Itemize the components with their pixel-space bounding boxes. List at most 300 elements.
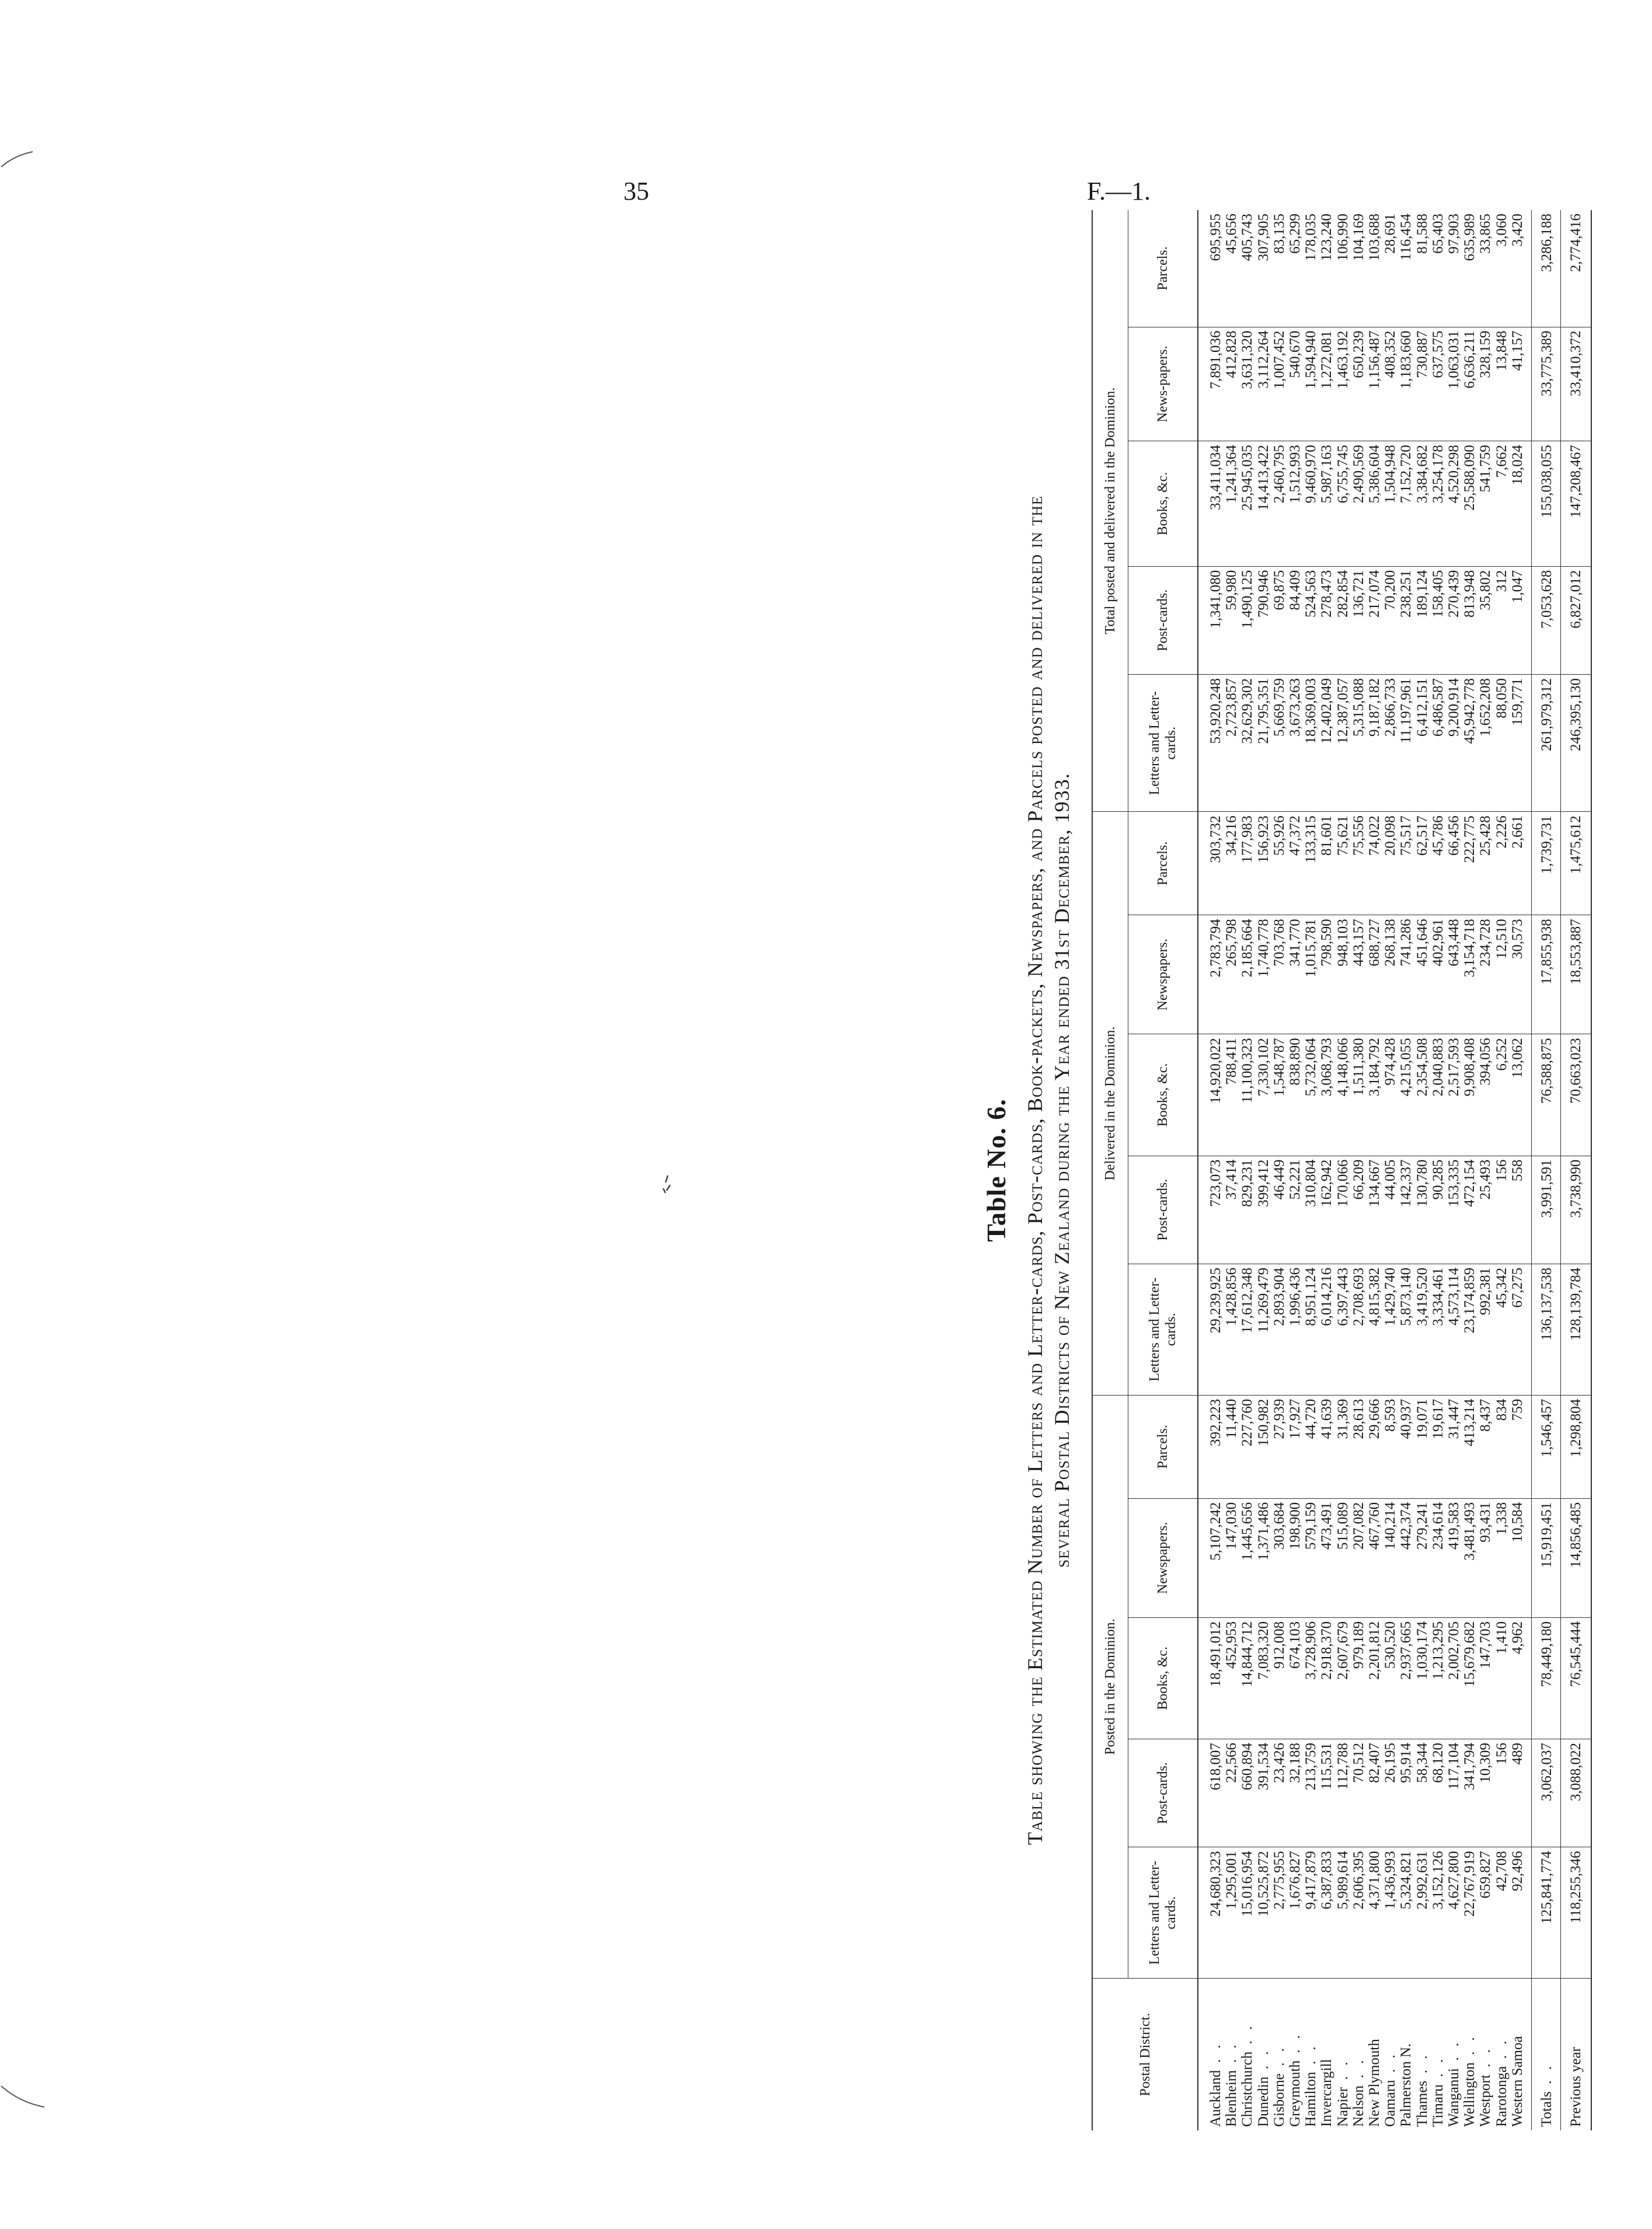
group-header-delivered: Delivered in the Dominion. <box>1092 812 1128 1395</box>
dot-leader: . . <box>1350 2056 1367 2078</box>
value-cell: 6,636,211 <box>1462 327 1477 441</box>
value-cell: 115,531 <box>1319 1739 1334 1847</box>
value-cell: 650,239 <box>1351 327 1367 441</box>
value-cell: 170,066 <box>1335 1156 1351 1264</box>
value-cell: 6,387,833 <box>1319 1847 1334 1979</box>
district-cell <box>1256 1979 1271 2130</box>
value-cell: 341,770 <box>1287 915 1303 1034</box>
value-cell: 95,914 <box>1398 1739 1414 1847</box>
value-cell: 5,386,604 <box>1367 441 1382 566</box>
value-cell: 44,720 <box>1303 1395 1319 1498</box>
value-cell: 81,588 <box>1414 214 1430 254</box>
value-cell: 66,456 <box>1446 812 1462 915</box>
value-cell: 834 <box>1494 1395 1510 1498</box>
table-row <box>1382 210 1398 2130</box>
value-cell: 341,794 <box>1462 1739 1477 1847</box>
value-cell: 153,335 <box>1446 1156 1462 1264</box>
col-posted-postcards: Post-cards. <box>1128 1739 1198 1847</box>
value-cell: 47,372 <box>1287 812 1303 915</box>
value-cell: 540,670 <box>1287 327 1303 441</box>
value-cell: 1,183,660 <box>1398 327 1414 441</box>
value-cell: 798,590 <box>1319 915 1334 1034</box>
value-cell: 34,216 <box>1224 812 1239 915</box>
value-cell: 33,411,034 <box>1198 441 1224 566</box>
district-cell <box>1367 1979 1382 2130</box>
value-cell: 74,022 <box>1367 812 1382 915</box>
value-cell: 20,098 <box>1382 812 1398 915</box>
col-posted-newspapers: Newspapers. <box>1128 1498 1198 1617</box>
table-row <box>1303 210 1319 2130</box>
district-cell <box>1494 1979 1510 2130</box>
value-cell: 22,566 <box>1224 1739 1239 1847</box>
value-cell: 3,184,792 <box>1367 1034 1382 1156</box>
value-cell: 473,491 <box>1319 1498 1334 1617</box>
district-name: Rarotonga <box>1493 2066 1510 2127</box>
value-cell: 2,866,733 <box>1382 675 1398 812</box>
district-cell <box>1477 1979 1493 2130</box>
value-cell: 2,937,665 <box>1398 1617 1414 1739</box>
value-cell: 4,520,298 <box>1446 441 1462 566</box>
table-row <box>1256 210 1271 2130</box>
value-cell: 9,187,182 <box>1367 675 1382 812</box>
value-cell: 14,856,485 <box>1561 1498 1592 1617</box>
caption-line-1: Table showing the Estimated Number of Letters and Letter-cards, Post-cards, Book-packets, Newspapers, and Parcels posted and delivered in the <box>1023 496 1047 1845</box>
value-cell: 40,937 <box>1398 1395 1414 1498</box>
value-cell: 12,387,057 <box>1335 675 1351 812</box>
value-cell: 1,338 <box>1494 1498 1510 1617</box>
value-cell: 3,112,264 <box>1256 327 1271 441</box>
value-cell: 5,732,064 <box>1303 1034 1319 1156</box>
value-cell: 136,721 <box>1351 566 1367 674</box>
value-cell: 75,621 <box>1335 812 1351 915</box>
value-cell: 391,534 <box>1256 1739 1271 1847</box>
value-cell: 2,774,416 <box>1561 210 1592 327</box>
value-cell: 140,214 <box>1382 1498 1398 1617</box>
district-name: Nelson <box>1350 2085 1367 2127</box>
table-row <box>1398 210 1414 2130</box>
col-total-postcards: Post-cards. <box>1128 566 1198 674</box>
value-cell: 618,007 <box>1198 1739 1224 1847</box>
value-cell: 530,520 <box>1382 1617 1398 1739</box>
value-cell: 2,992,631 <box>1414 1847 1430 1979</box>
table-row <box>1430 210 1446 2130</box>
value-cell: 829,231 <box>1239 1156 1255 1264</box>
value-cell: 278,473 <box>1319 566 1334 674</box>
district-cell <box>1224 1979 1239 2130</box>
value-cell: 912,008 <box>1271 1617 1287 1739</box>
value-cell: 443,157 <box>1351 915 1367 1034</box>
value-cell: 408,352 <box>1382 327 1398 441</box>
value-cell: 53,920,248 <box>1198 675 1224 812</box>
value-cell: 558 <box>1510 1156 1532 1264</box>
district-name: Timaru <box>1430 2084 1446 2127</box>
value-cell: 3,991,591 <box>1532 1156 1561 1264</box>
value-cell: 84,409 <box>1287 566 1303 674</box>
district-name: Thames <box>1414 2080 1430 2127</box>
value-cell: 399,412 <box>1256 1156 1271 1264</box>
value-cell: 9,908,408 <box>1462 1034 1477 1156</box>
rotated-table-page <box>981 210 1652 2130</box>
value-cell: 82,407 <box>1367 1739 1382 1847</box>
value-cell: 3,334,461 <box>1430 1264 1446 1395</box>
mail-statistics-table <box>1092 210 1592 2130</box>
value-cell: 70,663,023 <box>1561 1034 1592 1156</box>
value-cell: 2,783,794 <box>1198 915 1224 1034</box>
value-cell: 7,152,720 <box>1398 441 1414 566</box>
value-cell: 405,743 <box>1239 214 1256 261</box>
value-cell: 8,593 <box>1382 1395 1398 1498</box>
value-cell: 328,159 <box>1477 327 1493 441</box>
value-cell: 730,887 <box>1414 327 1430 441</box>
value-cell: 62,517 <box>1414 812 1430 915</box>
value-cell: 6,397,443 <box>1335 1264 1351 1395</box>
value-cell: 213,759 <box>1303 1739 1319 1847</box>
value-cell: 2,040,883 <box>1430 1034 1446 1156</box>
district-name: Wellington <box>1462 2062 1478 2127</box>
table-row <box>1494 210 1510 2130</box>
dot-leader: . . <box>1462 2033 1478 2056</box>
value-cell: 147,030 <box>1224 1498 1239 1617</box>
value-cell: 25,428 <box>1477 812 1493 915</box>
value-cell: 92,496 <box>1510 1847 1532 1979</box>
value-cell: 1,594,940 <box>1303 327 1319 441</box>
value-cell: 123,240 <box>1319 214 1335 261</box>
value-cell: 515,089 <box>1335 1498 1351 1617</box>
value-cell: 12,402,049 <box>1319 675 1334 812</box>
value-cell: 659,827 <box>1477 1847 1493 1979</box>
value-cell: 3,254,178 <box>1430 441 1446 566</box>
value-cell: 25,493 <box>1477 1156 1493 1264</box>
value-cell: 992,381 <box>1477 1264 1493 1395</box>
col-posted-letters: Letters and Letter-cards. <box>1128 1847 1198 1979</box>
col-posted-books: Books, &c. <box>1128 1617 1198 1739</box>
value-cell: 19,617 <box>1430 1395 1446 1498</box>
totals-row <box>1532 210 1561 2130</box>
value-cell: 723,073 <box>1198 1156 1224 1264</box>
value-cell: 66,209 <box>1351 1156 1367 1264</box>
value-cell: 635,989 <box>1462 214 1478 261</box>
value-cell: 6,252 <box>1494 1034 1510 1156</box>
value-cell: 1,428,856 <box>1224 1264 1239 1395</box>
value-cell: 472,154 <box>1462 1156 1477 1264</box>
value-cell: 303,732 <box>1198 812 1224 915</box>
value-cell: 156 <box>1494 1739 1510 1847</box>
value-cell: 1,548,787 <box>1271 1034 1287 1156</box>
value-cell: 70,512 <box>1351 1739 1367 1847</box>
value-cell: 8,437 <box>1477 1395 1493 1498</box>
table-caption <box>1022 210 1075 2130</box>
value-cell: 44,005 <box>1382 1156 1398 1264</box>
value-cell: 974,428 <box>1382 1034 1398 1156</box>
value-cell: 70,200 <box>1382 566 1398 674</box>
value-cell: 1,546,457 <box>1532 1395 1561 1498</box>
dot-leader: . . <box>1446 2039 1462 2061</box>
value-cell: 1,213,295 <box>1430 1617 1446 1739</box>
value-cell: 7,662 <box>1494 441 1510 566</box>
value-cell: 67,275 <box>1510 1264 1532 1395</box>
page-number: 35 <box>623 177 649 205</box>
value-cell: 452,953 <box>1224 1617 1239 1739</box>
value-cell: 392,223 <box>1198 1395 1224 1498</box>
value-cell: 1,047 <box>1510 566 1532 674</box>
value-cell: 3,060 <box>1493 214 1510 247</box>
value-cell: 156,923 <box>1256 812 1271 915</box>
value-cell: 788,411 <box>1224 1034 1239 1156</box>
value-cell: 33,865 <box>1477 214 1494 254</box>
previous-year-row <box>1561 210 1592 2130</box>
district-name: Blenheim <box>1224 2070 1240 2127</box>
value-cell: 7,083,320 <box>1256 1617 1271 1739</box>
value-cell: 30,573 <box>1510 915 1532 1034</box>
value-cell: 1,241,364 <box>1224 441 1239 566</box>
district-cell <box>1303 1979 1319 2130</box>
district-cell <box>1414 1979 1430 2130</box>
value-cell: 7,891,036 <box>1198 327 1224 441</box>
value-cell: 11,440 <box>1224 1395 1239 1498</box>
district-cell <box>1319 1979 1334 2130</box>
district-cell <box>1398 1979 1414 2130</box>
district-name: Christchurch <box>1239 2051 1256 2127</box>
value-cell: 130,780 <box>1414 1156 1430 1264</box>
value-cell: 142,337 <box>1398 1156 1414 1264</box>
table-row <box>1319 210 1334 2130</box>
value-cell: 3,286,188 <box>1532 210 1561 327</box>
value-cell: 6,412,151 <box>1414 675 1430 812</box>
dot-leader: . . <box>1224 2041 1240 2063</box>
table-row <box>1477 210 1493 2130</box>
col-total-parcels: Parcels. <box>1155 246 1170 291</box>
value-cell: 55,926 <box>1271 812 1287 915</box>
value-cell: 15,016,954 <box>1239 1847 1255 1979</box>
value-cell: 2,606,395 <box>1351 1847 1367 1979</box>
value-cell: 65,299 <box>1287 214 1304 254</box>
district-cell <box>1561 1979 1592 2130</box>
value-cell: 1,511,380 <box>1351 1034 1367 1156</box>
value-cell: 948,103 <box>1335 915 1351 1034</box>
value-cell: 2,708,693 <box>1351 1264 1367 1395</box>
value-cell: 90,285 <box>1430 1156 1446 1264</box>
value-cell: 93,431 <box>1477 1498 1493 1617</box>
value-cell: 65,403 <box>1430 214 1446 254</box>
value-cell: 5,107,242 <box>1198 1498 1224 1617</box>
value-cell: 23,426 <box>1271 1739 1287 1847</box>
value-cell: 14,920,022 <box>1198 1034 1224 1156</box>
value-cell: 150,982 <box>1256 1395 1271 1498</box>
value-cell: 136,137,538 <box>1532 1264 1561 1395</box>
value-cell: 5,873,140 <box>1398 1264 1414 1395</box>
col-total-newspapers: News-papers. <box>1128 327 1198 441</box>
value-cell: 15,679,682 <box>1462 1617 1477 1739</box>
group-header-row <box>1092 210 1128 2130</box>
value-cell: 2,723,857 <box>1224 675 1239 812</box>
value-cell: 1,739,731 <box>1532 812 1561 915</box>
value-cell: 68,120 <box>1430 1739 1446 1847</box>
value-cell: 33,775,389 <box>1532 327 1561 441</box>
group-header-total: Total posted and delivered in the Dominion. <box>1092 210 1128 812</box>
district-cell <box>1462 1979 1477 2130</box>
value-cell: 3,152,126 <box>1430 1847 1446 1979</box>
col-delivered-parcels: Parcels. <box>1128 812 1198 915</box>
value-cell: 112,788 <box>1335 1739 1351 1847</box>
value-cell: 19,071 <box>1414 1395 1430 1498</box>
district-name: Napier <box>1334 2087 1351 2127</box>
value-cell: 3,738,990 <box>1561 1156 1592 1264</box>
value-cell: 45,942,778 <box>1462 675 1477 812</box>
value-cell: 32,188 <box>1287 1739 1303 1847</box>
table-row <box>1271 210 1287 2130</box>
value-cell: 12,510 <box>1494 915 1510 1034</box>
value-cell: 1,512,993 <box>1287 441 1303 566</box>
value-cell: 2,002,705 <box>1446 1617 1462 1739</box>
value-cell: 13,062 <box>1510 1034 1532 1156</box>
value-cell: 234,728 <box>1477 915 1493 1034</box>
value-cell: 88,050 <box>1494 675 1510 812</box>
value-cell: 2,354,508 <box>1414 1034 1430 1156</box>
value-cell: 222,775 <box>1462 812 1477 915</box>
value-cell: 31,369 <box>1335 1395 1351 1498</box>
dot-leader: . . <box>1539 2063 1555 2084</box>
value-cell: 21,795,351 <box>1256 675 1271 812</box>
value-cell: 695,955 <box>1208 214 1224 261</box>
value-cell: 412,828 <box>1224 327 1239 441</box>
value-cell: 15,919,451 <box>1532 1498 1561 1617</box>
dot-leader: . . <box>1334 2058 1351 2080</box>
value-cell: 2,661 <box>1510 812 1532 915</box>
value-cell: 27,939 <box>1271 1395 1287 1498</box>
value-cell: 147,703 <box>1477 1617 1493 1739</box>
value-cell: 268,138 <box>1382 915 1398 1034</box>
value-cell: 790,946 <box>1256 566 1271 674</box>
district-cell <box>1446 1979 1462 2130</box>
value-cell: 41,157 <box>1510 327 1532 441</box>
value-cell: 402,961 <box>1430 915 1446 1034</box>
value-cell: 1,676,827 <box>1287 1847 1303 1979</box>
value-cell: 4,627,800 <box>1446 1847 1462 1979</box>
value-cell: 5,669,759 <box>1271 675 1287 812</box>
value-cell: 643,448 <box>1446 915 1462 1034</box>
value-cell: 28,691 <box>1382 214 1399 254</box>
value-cell: 83,135 <box>1271 214 1287 254</box>
district-name: Greymouth <box>1287 2060 1304 2127</box>
value-cell: 45,656 <box>1224 214 1240 254</box>
value-cell: 3,631,320 <box>1239 327 1255 441</box>
col-delivered-newspapers: Newspapers. <box>1128 915 1198 1034</box>
value-cell: 41,639 <box>1319 1395 1334 1498</box>
value-cell: 177,983 <box>1239 812 1255 915</box>
value-cell: 227,760 <box>1239 1395 1255 1498</box>
col-delivered-postcards: Post-cards. <box>1128 1156 1198 1264</box>
dot-leader: . . <box>1382 2051 1399 2073</box>
value-cell: 9,460,970 <box>1303 441 1319 566</box>
value-cell: 159,771 <box>1510 675 1532 812</box>
table-title: Table No. 6. <box>981 1098 1011 1242</box>
value-cell: 1,740,778 <box>1256 915 1271 1034</box>
value-cell: 303,684 <box>1271 1498 1287 1617</box>
dot-leader: . . <box>1255 2047 1271 2070</box>
value-cell: 6,755,745 <box>1335 441 1351 566</box>
value-cell: 22,767,919 <box>1462 1847 1477 1979</box>
value-cell: 3,068,793 <box>1319 1034 1334 1156</box>
value-cell: 69,875 <box>1271 566 1287 674</box>
value-cell: 1,063,031 <box>1446 327 1462 441</box>
scan-mark-bottom-left <box>0 2084 47 2119</box>
value-cell: 78,449,180 <box>1532 1617 1561 1739</box>
value-cell: 26,195 <box>1382 1739 1398 1847</box>
value-cell: 97,903 <box>1446 214 1462 254</box>
value-cell: 81,601 <box>1319 812 1334 915</box>
district-name: Palmerston N. <box>1398 2043 1414 2127</box>
value-cell: 2,607,679 <box>1335 1617 1351 1739</box>
dot-leader: . . <box>1239 2022 1256 2045</box>
scan-speck <box>660 1173 677 1197</box>
value-cell: 759 <box>1510 1395 1532 1498</box>
value-cell: 45,786 <box>1430 812 1446 915</box>
report-code: F.—1. <box>1087 177 1151 205</box>
value-cell: 33,410,372 <box>1561 327 1592 441</box>
value-cell: 2,775,955 <box>1271 1847 1287 1979</box>
value-cell: 147,208,467 <box>1561 441 1592 566</box>
value-cell: 2,918,370 <box>1319 1617 1334 1739</box>
value-cell: 2,185,664 <box>1239 915 1255 1034</box>
dot-leader: . . <box>1287 2031 1304 2053</box>
value-cell: 813,948 <box>1462 566 1477 674</box>
value-cell: 1,504,948 <box>1382 441 1398 566</box>
district-name: Gisborne <box>1271 2073 1287 2127</box>
value-cell: 17,855,938 <box>1532 915 1561 1034</box>
value-cell: 2,517,593 <box>1446 1034 1462 1156</box>
value-cell: 1,295,001 <box>1224 1847 1239 1979</box>
value-cell: 2,490,569 <box>1351 441 1367 566</box>
district-header: Postal District. <box>1092 1979 1198 2130</box>
value-cell: 10,584 <box>1510 1498 1532 1617</box>
table-row <box>1351 210 1367 2130</box>
value-cell: 178,035 <box>1303 214 1319 261</box>
district-cell <box>1239 1979 1255 2130</box>
value-cell: 1,436,993 <box>1382 1847 1398 1979</box>
value-cell: 1,030,174 <box>1414 1617 1430 1739</box>
district-name: Hamilton <box>1303 2071 1319 2127</box>
district-cell <box>1271 1979 1287 2130</box>
value-cell: 246,395,130 <box>1561 675 1592 812</box>
value-cell: 1,996,436 <box>1287 1264 1303 1395</box>
district-name: Previous year <box>1568 2047 1584 2127</box>
value-cell: 23,174,859 <box>1462 1264 1477 1395</box>
caption-line-2: several Postal Districts of New Zealand during the Year ended 31st December, 1933. <box>1050 773 1074 1568</box>
value-cell: 674,103 <box>1287 1617 1303 1739</box>
value-cell: 217,074 <box>1367 566 1382 674</box>
value-cell: 413,214 <box>1462 1395 1477 1498</box>
value-cell: 4,815,382 <box>1367 1264 1382 1395</box>
dot-leader: . . <box>1414 2052 1430 2074</box>
value-cell: 4,215,055 <box>1398 1034 1414 1156</box>
district-cell <box>1510 1979 1532 2130</box>
value-cell: 18,024 <box>1510 441 1532 566</box>
value-cell: 104,169 <box>1350 214 1367 261</box>
value-cell: 14,413,422 <box>1256 441 1271 566</box>
value-cell: 189,124 <box>1414 566 1430 674</box>
value-cell: 1,371,486 <box>1256 1498 1271 1617</box>
value-cell: 270,439 <box>1446 566 1462 674</box>
value-cell: 1,652,208 <box>1477 675 1493 812</box>
value-cell: 35,802 <box>1477 566 1493 674</box>
value-cell: 660,894 <box>1239 1739 1255 1847</box>
value-cell: 451,646 <box>1414 915 1430 1034</box>
table-row <box>1462 210 1477 2130</box>
value-cell: 467,760 <box>1367 1498 1382 1617</box>
value-cell: 1,410 <box>1494 1617 1510 1739</box>
table-row <box>1287 210 1303 2130</box>
col-delivered-books: Books, &c. <box>1128 1034 1198 1156</box>
